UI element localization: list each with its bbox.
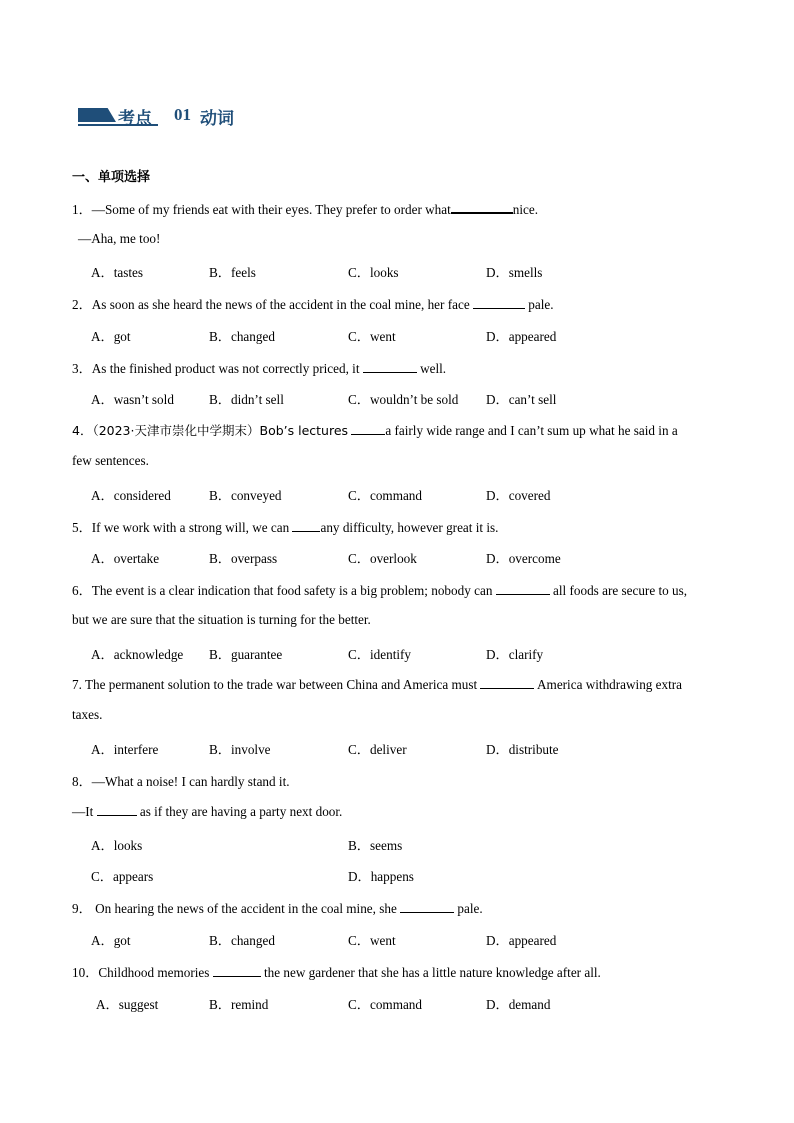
question-7: [72, 676, 682, 693]
question-text: 7. The permanent solution to the trade war between China and America must: [72, 677, 478, 692]
option-c: C．appears: [91, 869, 154, 884]
question-text: 9． On hearing the news of the accident in the coal mine, she: [72, 901, 397, 916]
option-d: D．appeared: [486, 329, 557, 344]
question-text-end: well.: [420, 361, 447, 376]
question-text-end: America withdrawing extra: [537, 677, 683, 692]
question-text-end: as if they are having a party next door.: [139, 804, 343, 819]
question-6-line2: but we are sure that the situation is turning for the better.: [72, 612, 371, 627]
answer-blank: [213, 964, 261, 977]
option-a: A．wasn’t sold: [91, 392, 174, 407]
option-d: D．clarify: [486, 647, 544, 662]
answer-blank: [400, 900, 454, 913]
question-text-end: pale.: [457, 901, 483, 916]
question-4-line2: few sentences.: [72, 453, 149, 468]
option-d: D．demand: [486, 997, 551, 1012]
question-6: [72, 580, 687, 599]
question-text: —It: [72, 804, 94, 819]
option-b: B．conveyed: [209, 488, 282, 503]
question-9: [72, 898, 483, 917]
question-text: 5．If we work with a strong will, we can: [72, 520, 290, 535]
question-2: [72, 294, 554, 313]
option-a: A．overtake: [91, 551, 160, 566]
question-text-end: a fairly wide range and I can’t sum up what he said in a: [385, 423, 678, 438]
answer-blank: [363, 360, 417, 373]
option-c: C．wouldn’t be sold: [348, 392, 459, 407]
question-8: 8．—What a noise! I can hardly stand it.: [72, 774, 290, 789]
option-b: B．didn’t sell: [209, 392, 284, 407]
question-3: [72, 358, 446, 377]
option-c: C．went: [348, 329, 396, 344]
question-text: 6．The event is a clear indication that food safety is a big problem; nobody can: [72, 583, 493, 598]
option-d: D．overcome: [486, 551, 561, 566]
question-text: 3．As the finished product was not correctly priced, it: [72, 361, 360, 376]
option-d: D．distribute: [486, 742, 559, 757]
answer-blank: [480, 676, 534, 689]
option-a: A．tastes: [91, 265, 144, 280]
answer-blank: [496, 582, 550, 595]
question-5: [72, 517, 498, 536]
option-b: B．remind: [209, 997, 269, 1012]
answer-blank: [473, 296, 525, 309]
option-c: C．deliver: [348, 742, 407, 757]
option-c: C．went: [348, 933, 396, 948]
question-1: [72, 199, 538, 218]
question-4: [72, 421, 678, 439]
question-text-end: pale.: [528, 297, 554, 312]
option-c: C．command: [348, 997, 422, 1012]
question-text: 10．Childhood memories: [72, 965, 210, 980]
question-text-end: any difficulty, however great it is.: [320, 520, 499, 535]
option-c: C．identify: [348, 647, 412, 662]
header-label: 考点: [118, 109, 152, 129]
question-text-end: nice.: [512, 202, 539, 217]
question-text-end: the new gardener that she has a little nature knowledge after all.: [263, 965, 601, 980]
question-text: 4．（2023·天津市崇化中学期末）Bob’s lectures: [72, 423, 349, 438]
option-a: A．interfere: [91, 742, 159, 757]
option-a: A．suggest: [96, 997, 159, 1012]
option-b: B．feels: [209, 265, 256, 280]
question-10: [72, 962, 601, 981]
answer-blank: [292, 519, 320, 532]
question-text-end: all foods are secure to us,: [553, 583, 688, 598]
option-b: B．overpass: [209, 551, 278, 566]
option-a: A．acknowledge: [91, 647, 184, 662]
option-d: D．happens: [348, 869, 414, 884]
option-a: A．considered: [91, 488, 171, 503]
option-c: C．command: [348, 488, 422, 503]
header-number: 01: [174, 105, 191, 124]
header-title: 动词: [200, 109, 234, 129]
option-d: D．smells: [486, 265, 543, 280]
section-title: 一、单项选择: [72, 170, 151, 185]
option-c: C．overlook: [348, 551, 417, 566]
question-text: 2．As soon as she heard the news of the accident in the coal mine, her face: [72, 297, 470, 312]
option-b: B．guarantee: [209, 647, 283, 662]
option-d: D．covered: [486, 488, 551, 503]
topic-header: [78, 104, 278, 128]
option-d: D．can’t sell: [486, 392, 557, 407]
option-a: A．got: [91, 933, 131, 948]
header-bar-decoration: [78, 108, 116, 122]
option-b: B．seems: [348, 838, 403, 853]
option-b: B．changed: [209, 933, 275, 948]
answer-blank: [97, 803, 137, 816]
option-a: A．got: [91, 329, 131, 344]
option-c: C．looks: [348, 265, 399, 280]
option-a: A．looks: [91, 838, 143, 853]
question-8-line2: [72, 803, 342, 820]
question-text: 1．—Some of my friends eat with their eyes. They prefer to order what: [72, 202, 451, 217]
question-1-line2: —Aha, me too!: [78, 231, 161, 246]
option-b: B．changed: [209, 329, 275, 344]
question-7-line2: taxes.: [72, 707, 103, 722]
option-b: B．involve: [209, 742, 271, 757]
answer-blank: [351, 422, 385, 435]
answer-blank: [451, 200, 513, 214]
option-d: D．appeared: [486, 933, 557, 948]
